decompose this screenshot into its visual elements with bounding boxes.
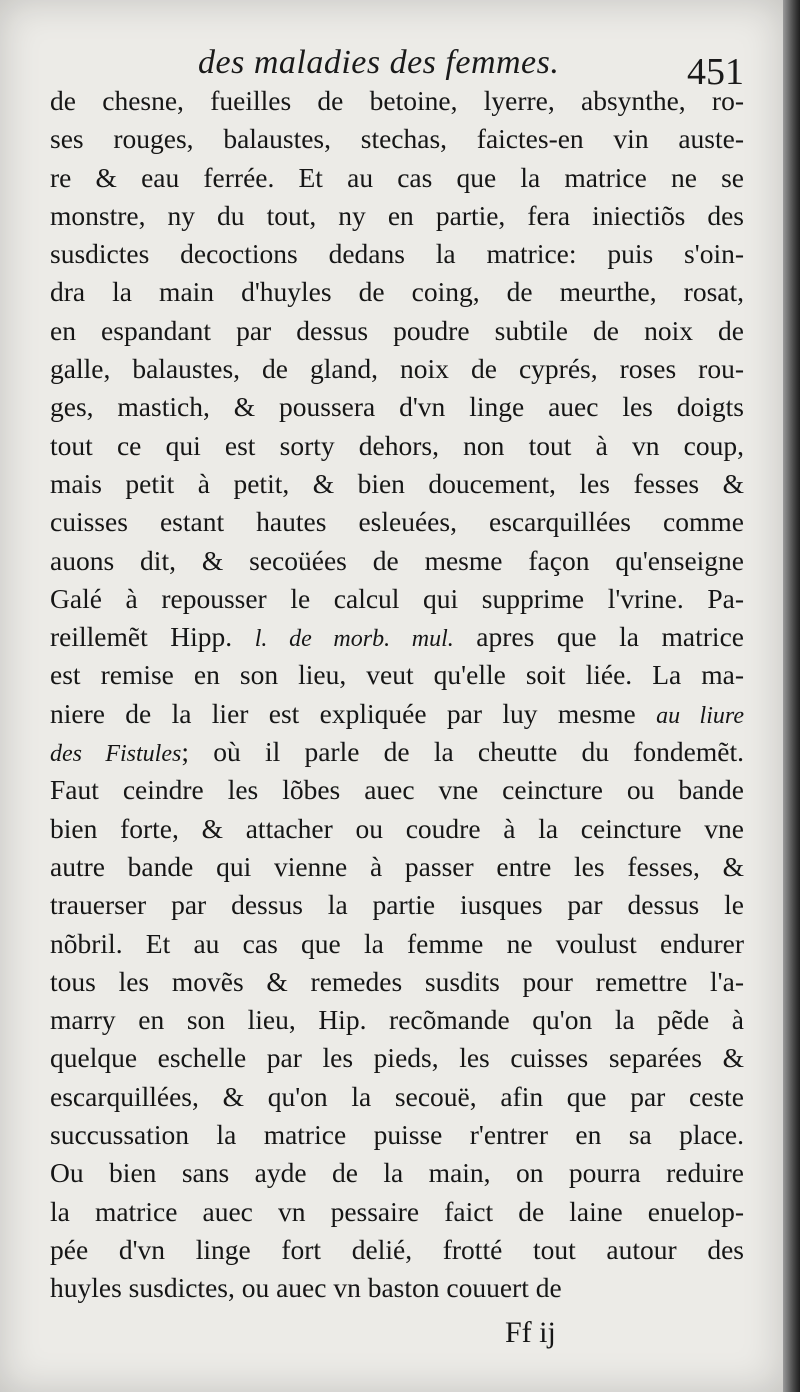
text-line (50, 350, 744, 388)
text-line (50, 695, 744, 733)
text-segment: autre bande qui vienne à passer entre les fesses, & (50, 850, 744, 882)
text-line (50, 503, 744, 541)
text-segment: est remise en son lieu, veut qu'elle soit liée. La ma- (50, 659, 744, 691)
text-line (50, 1078, 744, 1116)
text-line (50, 542, 744, 580)
page-edge (783, 0, 800, 1392)
text-line (50, 273, 744, 311)
text-line (50, 465, 744, 503)
running-title: des maladies des femmes. (198, 44, 560, 81)
text-segment: pée d'vn linge fort delié, frotté tout autour des (50, 1233, 744, 1265)
text-segment: monstre, ny du tout, ny en partie, fera iniectiõs des (50, 199, 744, 231)
text-segment: Ou bien sans ayde de la main, on pourra reduire (50, 1157, 744, 1189)
text-line (50, 771, 744, 809)
text-line (50, 1039, 744, 1077)
text-line (50, 1269, 744, 1307)
text-line (50, 312, 744, 350)
text-segment: cuisses estant hautes esleuées, escarquillées comme (50, 506, 744, 538)
text-line (50, 197, 744, 235)
text-segment: apres que la matrice (453, 621, 744, 653)
text-line (50, 848, 744, 886)
italic-reference: des Fistules (50, 741, 182, 768)
text-line (50, 1001, 744, 1039)
text-line (50, 656, 744, 694)
text-segment: escarquillées, & qu'on la secouë, afin que par ceste (50, 1080, 744, 1112)
text-segment: ges, mastich, & poussera d'vn linge auec les doigts (50, 391, 744, 423)
page-header (48, 38, 748, 93)
text-line (50, 733, 744, 771)
text-segment: susdictes decoctions dedans la matrice: puis s'oin- (50, 238, 744, 270)
text-segment: tout ce qui est sorty dehors, non tout à vn coup, (50, 429, 744, 461)
text-line (50, 580, 744, 618)
text-line (50, 235, 744, 273)
text-segment: succussation la matrice puisse r'entrer en sa place. (50, 1119, 744, 1151)
text-segment: la matrice auec vn pessaire faict de laine enuelop- (50, 1195, 744, 1227)
text-line (50, 120, 744, 158)
italic-reference: au liure (656, 702, 744, 729)
text-segment: reillemẽt Hipp. (50, 621, 255, 653)
text-segment: marry en son lieu, Hip. recõmande qu'on la pẽde à (50, 1004, 744, 1036)
text-segment: Galé à repousser le calcul qui supprime l'vrine. Pa- (50, 582, 744, 614)
text-line (50, 159, 744, 197)
text-segment: ; où il parle de la cheutte du fondemẽt. (181, 736, 744, 768)
text-segment: mais petit à petit, & bien doucement, les fesses & (50, 467, 744, 499)
text-segment: auons dit, & secoüées de mesme façon qu'enseigne (50, 544, 744, 576)
text-line (50, 618, 744, 656)
text-segment: en espandant par dessus poudre subtile de noix de (50, 314, 744, 346)
text-segment: bien forte, & attacher ou coudre à la ceincture vne (50, 812, 744, 844)
text-segment: de chesne, fueilles de betoine, lyerre, absynthe, ro- (50, 85, 744, 116)
text-segment: Faut ceindre les lõbes auec vne ceincture ou bande (50, 774, 744, 806)
text-line (50, 1154, 744, 1192)
text-line (50, 82, 744, 120)
text-segment: nõbril. Et au cas que la femme ne voulust endurer (50, 927, 744, 959)
text-segment: re & eau ferrée. Et au cas que la matrice ne se (50, 161, 744, 193)
text-segment: tous les movẽs & remedes susdits pour remettre l'a- (50, 965, 744, 997)
body-text (50, 82, 744, 1308)
text-segment: trauerser par dessus la partie iusques par dessus le (50, 889, 744, 921)
signature-mark: Ff ij (505, 1316, 556, 1349)
text-segment: ses rouges, balaustes, stechas, faictes-en vin auste- (50, 123, 744, 155)
italic-reference: l. de morb. mul. (254, 626, 454, 653)
page-number: 451 (687, 51, 744, 93)
text-segment: niere de la lier est expliquée par luy mesme (50, 697, 657, 729)
text-line (50, 810, 744, 848)
text-line (50, 388, 744, 426)
text-segment: quelque eschelle par les pieds, les cuisses separées & (50, 1042, 744, 1074)
text-line (50, 1116, 744, 1154)
text-line (50, 427, 744, 465)
text-line (50, 925, 744, 963)
text-line (50, 1193, 744, 1231)
text-segment: galle, balaustes, de gland, noix de cyprés, roses rou- (50, 353, 744, 385)
text-line (50, 886, 744, 924)
text-segment: huyles susdictes, ou auec vn baston couuert de (50, 1272, 562, 1304)
text-line (50, 963, 744, 1001)
text-line (50, 1231, 744, 1269)
text-segment: dra la main d'huyles de coing, de meurthe, rosat, (50, 276, 744, 308)
